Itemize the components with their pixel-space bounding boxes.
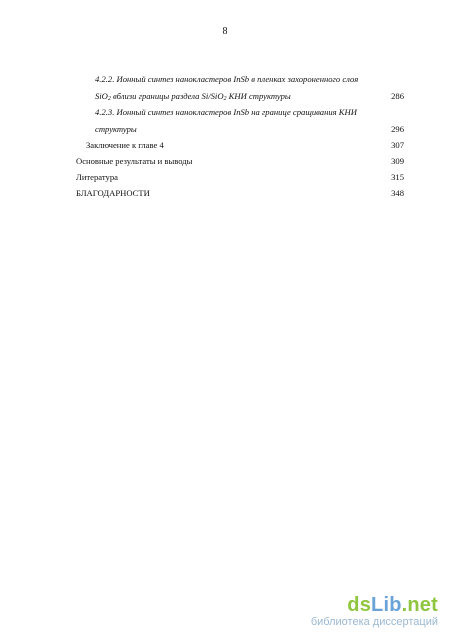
toc-page-315: 315 — [391, 172, 404, 182]
toc-entry-4-2-2-line1: 4.2.2. Ионный синтез нанокластеров InSb в пленках захороненного слоя — [95, 74, 359, 84]
toc-entry-4-2-2-line2: SiO$_2$ вблизи границы раздела Si/SiO$_2$ КНИ структуры — [95, 91, 291, 102]
toc-page-307: 307 — [391, 140, 404, 150]
toc-entry-literature: Литература — [76, 172, 118, 182]
toc-page-286: 286 — [391, 91, 404, 101]
page-number: 8 — [222, 26, 228, 37]
dslib-watermark — [311, 595, 438, 629]
toc-entry-4-2-3-line1: 4.2.3. Ионный синтез нанокластеров InSb на границе сращивания КНИ — [95, 107, 357, 117]
toc-page-296: 296 — [391, 124, 404, 134]
toc-entry-chapter4-conclusion: Заключение к главе 4 — [86, 140, 164, 150]
dslib-tagline: библиотека диссертаций — [310, 616, 438, 628]
toc-page-309: 309 — [391, 156, 404, 166]
toc-entry-acknowledgements: БЛАГОДАРНОСТИ — [76, 188, 150, 198]
dslib-logo: dsLib.net — [347, 594, 438, 616]
toc-entry-main-results: Основные результаты и выводы — [76, 156, 193, 166]
toc-page-348: 348 — [391, 188, 404, 198]
toc-entry-4-2-3-line2: структуры — [95, 124, 137, 134]
